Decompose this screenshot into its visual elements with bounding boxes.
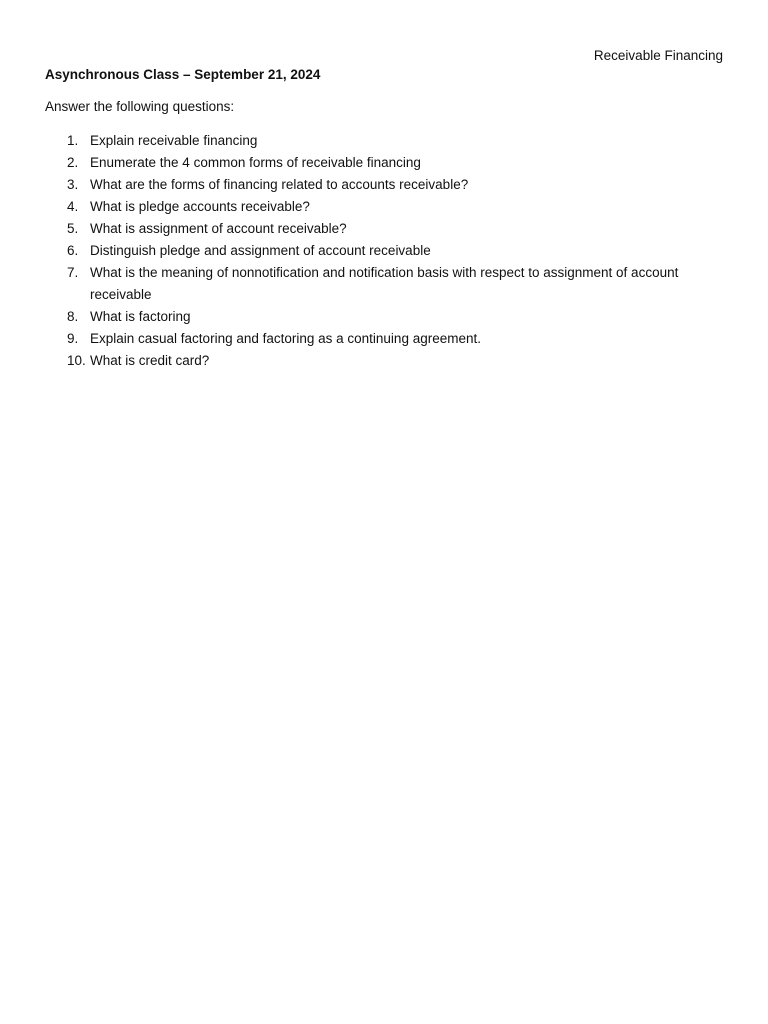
question-item: [45, 350, 685, 372]
question-item: [45, 328, 685, 350]
question-text: What is the meaning of nonnotification and notification basis with respect to assignment of account receivable: [90, 265, 679, 302]
document-title: Asynchronous Class – September 21, 2024: [45, 67, 321, 82]
question-number: 5.: [67, 221, 79, 236]
question-item: [45, 196, 685, 218]
question-number: 1.: [67, 133, 79, 148]
question-text: Explain casual factoring and factoring as a continuing agreement.: [90, 331, 481, 346]
question-text: What is factoring: [90, 309, 191, 324]
question-number: 3.: [67, 177, 79, 192]
question-number: 2.: [67, 155, 79, 170]
question-item: [45, 218, 685, 240]
question-item: [45, 130, 685, 152]
question-text: What are the forms of financing related to accounts receivable?: [90, 177, 469, 192]
question-text: What is pledge accounts receivable?: [90, 199, 310, 214]
question-item: [45, 174, 685, 196]
question-text: Enumerate the 4 common forms of receivable financing: [90, 155, 421, 170]
instructions-text: Answer the following questions:: [45, 99, 235, 114]
question-text: What is credit card?: [90, 353, 210, 368]
question-item: [45, 306, 685, 328]
question-number: 8.: [67, 309, 79, 324]
question-item: [45, 152, 685, 174]
question-number: 10.: [67, 353, 86, 368]
header-title: Receivable Financing: [593, 48, 723, 63]
question-number: 4.: [67, 199, 79, 214]
question-text: Explain receivable financing: [90, 133, 258, 148]
question-number: 7.: [67, 265, 79, 280]
question-text: Distinguish pledge and assignment of account receivable: [90, 243, 431, 258]
question-item: [45, 240, 685, 262]
question-text: What is assignment of account receivable?: [90, 221, 347, 236]
question-number: 6.: [67, 243, 79, 258]
question-list: [45, 130, 685, 372]
question-item: [45, 262, 685, 306]
question-number: 9.: [67, 331, 79, 346]
